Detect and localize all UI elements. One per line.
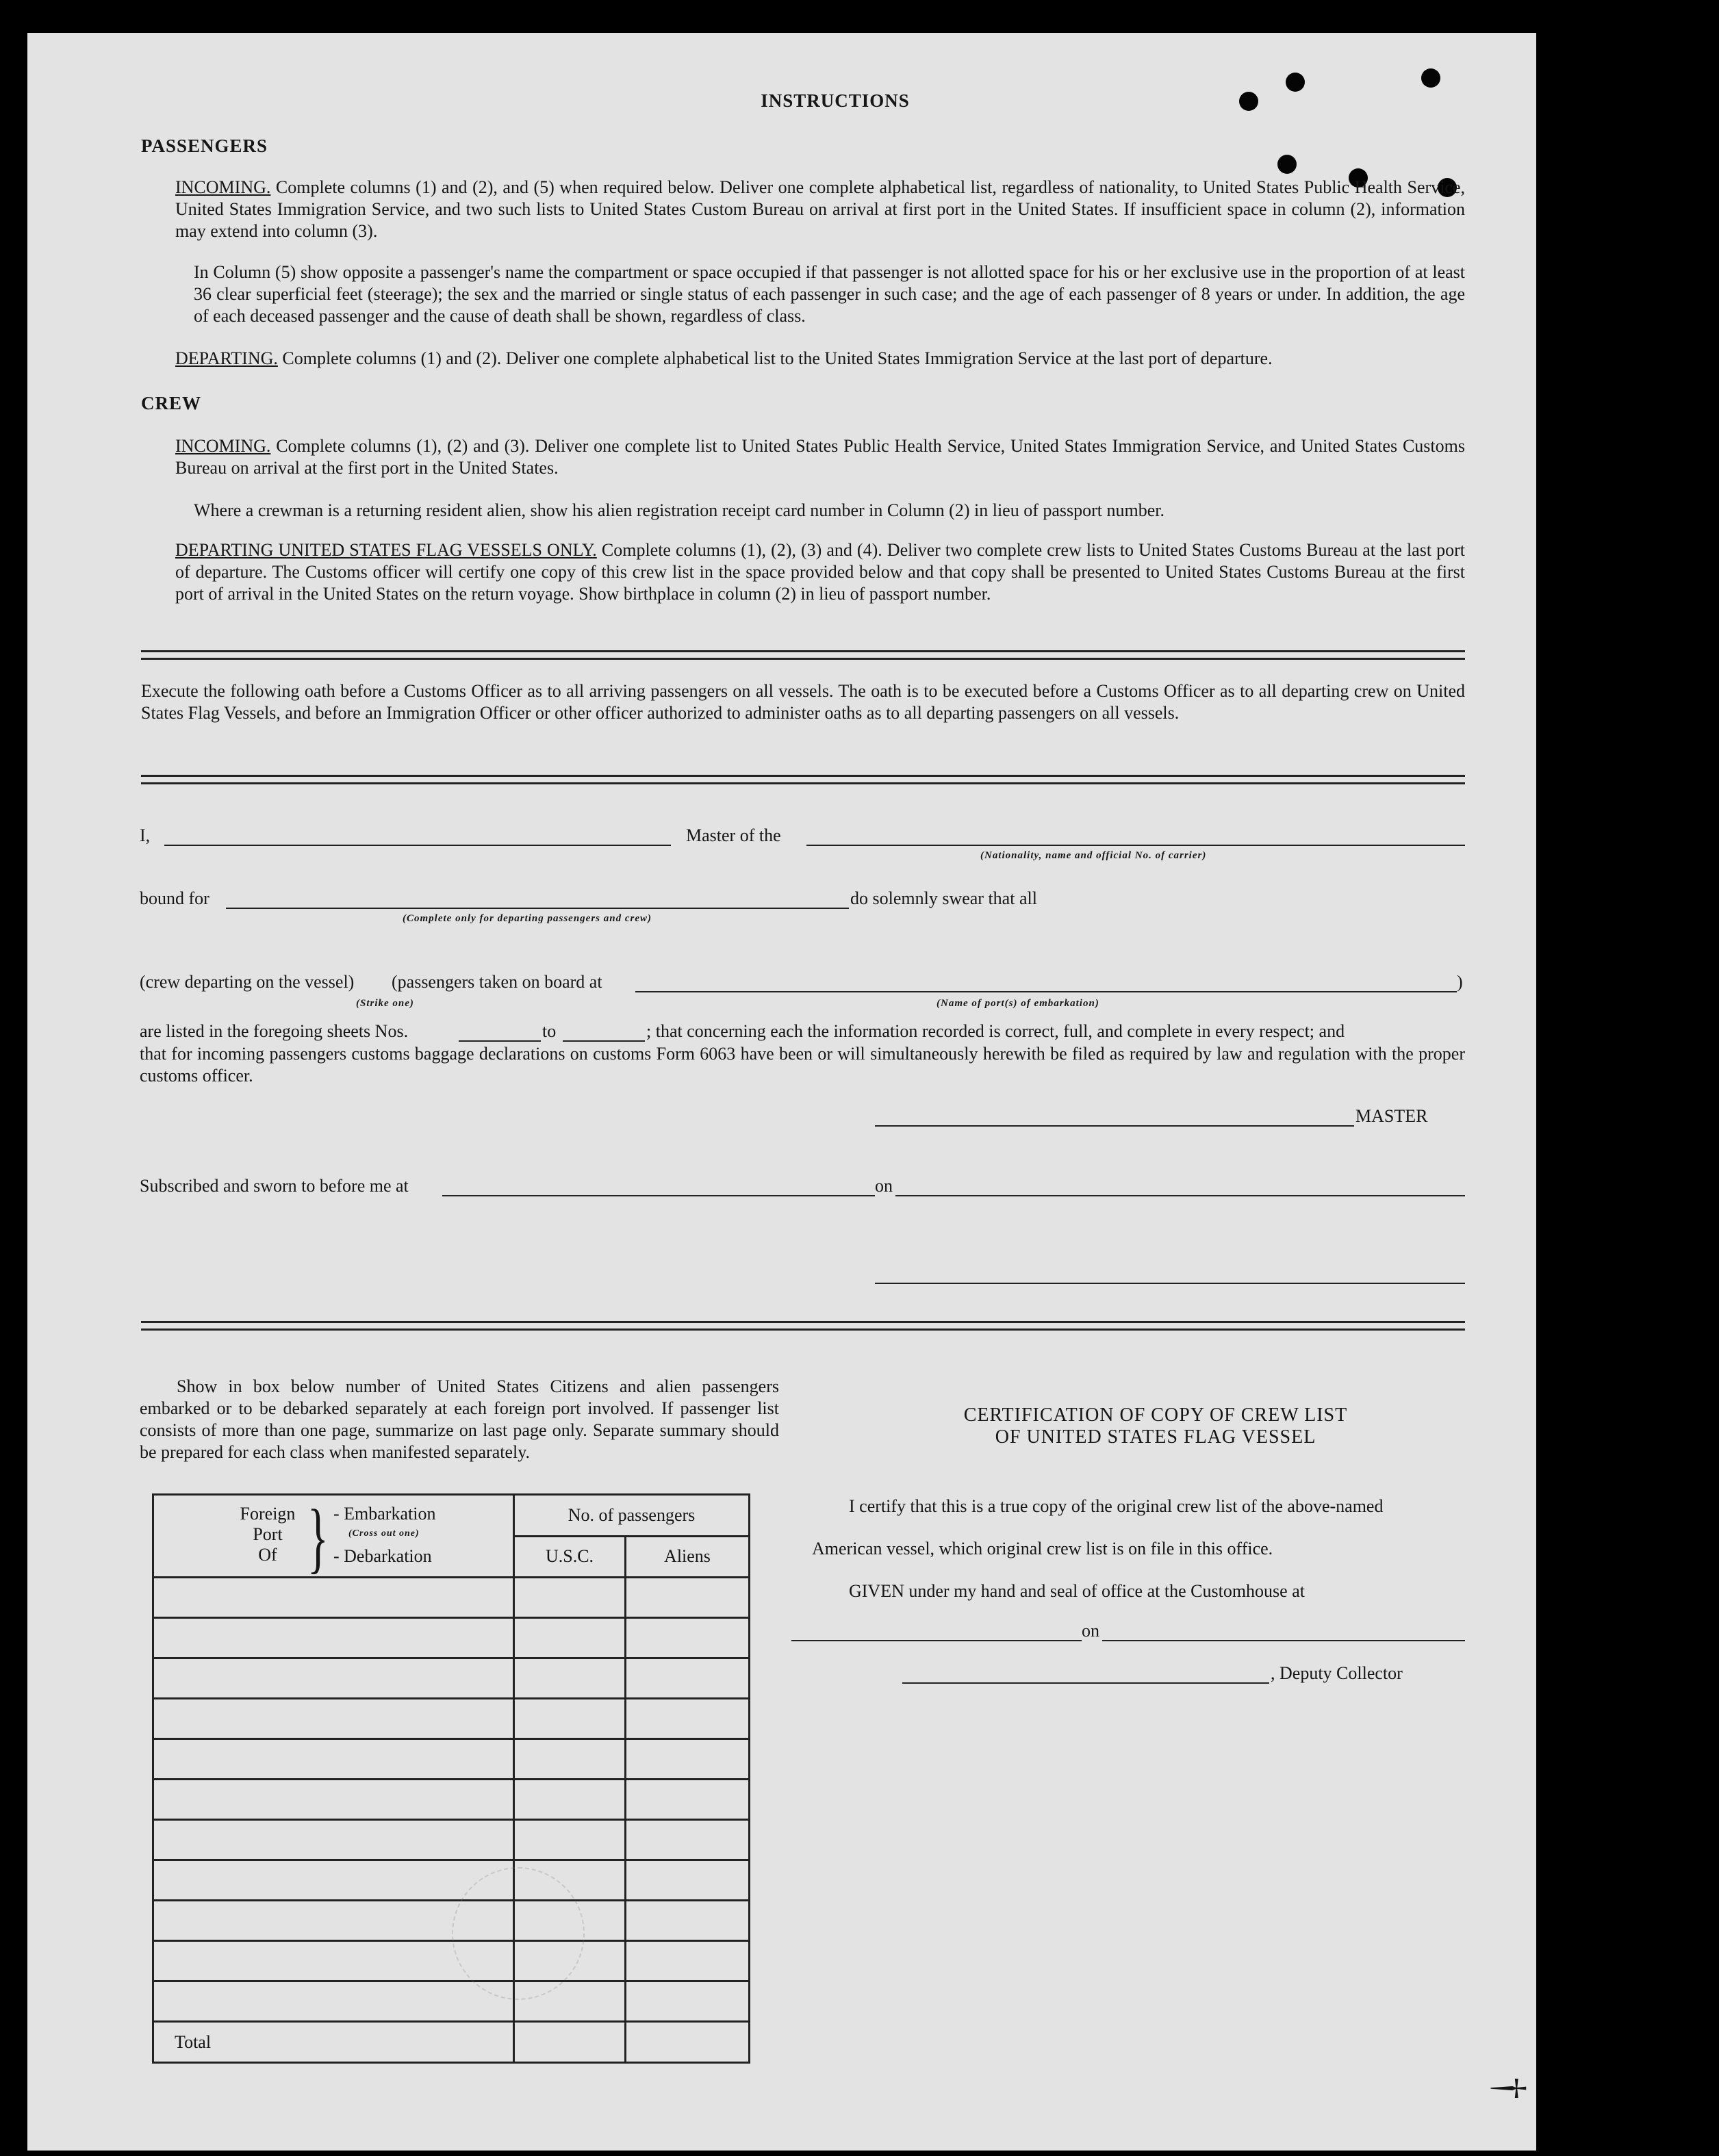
- sheet-from-field[interactable]: [459, 1040, 541, 1042]
- usc-cell[interactable]: [514, 1739, 626, 1780]
- table-row: [153, 1860, 750, 1901]
- usc-cell[interactable]: [514, 1699, 626, 1739]
- subscribed-label: Subscribed and sworn to before me at: [140, 1176, 409, 1196]
- total-aliens-cell[interactable]: [626, 2022, 750, 2063]
- divider: [141, 1321, 1465, 1331]
- carrier-field[interactable]: [806, 845, 1465, 846]
- oath-i-label: I,: [140, 825, 151, 845]
- passengers-col5-text: In Column (5) show opposite a passenger's name the compartment or space occupied if that passenger is not allotted space for his or her exclusive use in the proportion of at least 36 clear superficial feet (steerage); the sex and the married or single status of each passenger in such case; and the age of each passenger of 8 years or under. In addition, the age of each deceased passenger and the cause of death shall be shown, regardless of class.: [194, 262, 1465, 326]
- page-title: INSTRUCTIONS: [761, 90, 910, 111]
- table-row: [153, 1901, 750, 1941]
- concerning-label: ; that concerning each the information recorded is correct, full, and complete in every respect; and: [646, 1021, 1345, 1041]
- certification-title-line2: OF UNITED STATES FLAG VESSEL: [995, 1426, 1316, 1448]
- total-usc-cell[interactable]: [514, 2022, 626, 2063]
- passengers-departing-lead: DEPARTING.: [175, 348, 278, 368]
- cross-out-hint: (Cross out one): [348, 1528, 420, 1539]
- listed-label: are listed in the foregoing sheets Nos.: [140, 1021, 409, 1041]
- table-row: [153, 1739, 750, 1780]
- usc-cell[interactable]: [514, 1578, 626, 1618]
- crew-incoming-text: [175, 435, 1465, 479]
- certification-line1: I certify that this is a true copy of the original crew list of the above-named: [849, 1496, 1384, 1516]
- certification-line3: GIVEN under my hand and seal of office at the Customhouse at: [849, 1581, 1305, 1601]
- foreign-port-header: [153, 1493, 514, 1581]
- table-row: [153, 1618, 750, 1658]
- no-of-passengers-header: No. of passengers: [514, 1495, 750, 1537]
- crew-heading: CREW: [141, 393, 202, 413]
- crew-incoming-body: Complete columns (1), (2) and (3). Deliver one complete list to United States Public Health Service, United States Immigration Service, and United States Customs Bureau on arrival at the first port in the United States.: [175, 436, 1465, 478]
- certification-date-field[interactable]: [1102, 1640, 1465, 1641]
- passengers-departing-text: [175, 348, 1465, 370]
- brace-icon: }: [307, 1493, 329, 1581]
- port-cell[interactable]: [153, 1658, 514, 1699]
- passengers-incoming-body: Complete columns (1) and (2), and (5) when required below. Deliver one complete alphabetical list, regardless of nationality, to United States Public Health Service, United States Immigration Service, and two such lists to United States Custom Bureau on arrival at first port in the United States. If insufficient space in column (2), information may extend into column (3).: [175, 177, 1466, 241]
- crew-departing-text: [175, 539, 1465, 605]
- passengers-incoming-text: [175, 177, 1465, 242]
- aliens-cell[interactable]: [626, 1780, 750, 1820]
- sworn-date-field[interactable]: [895, 1195, 1465, 1196]
- usc-cell[interactable]: [514, 1780, 626, 1820]
- oath-instruction: Execute the following oath before a Customs Officer as to all arriving passengers on all vessels. The oath is to be executed before a Customs Officer as to all departing crew on United States Flag Vessels, and before an Immigration Officer or other officer authorized to administer oaths as to all departing passengers on all vessels.: [141, 681, 1465, 723]
- punch-hole: [1239, 92, 1258, 111]
- aliens-cell[interactable]: [626, 1618, 750, 1658]
- crew-departing-option[interactable]: (crew departing on the vessel): [140, 972, 355, 992]
- total-row: [153, 2022, 750, 2063]
- certification-title: [813, 1404, 1498, 1448]
- table-row: [153, 1780, 750, 1820]
- sworn-on-label: on: [875, 1176, 893, 1196]
- master-name-field[interactable]: [164, 845, 671, 846]
- officer-signature-field[interactable]: [875, 1283, 1465, 1284]
- crew-departing-body: Complete columns (1), (2), (3) and (4). Deliver two complete crew lists to United States Customs Bureau at the last port of departure. The Customs officer will certify one copy of this crew list in the space provided below and that copy shall be presented to United States Customs Bureau at the first port of arrival in the United States on the return voyage. Show birthplace in column (2) in lieu of passport number.: [175, 540, 1465, 604]
- crew-incoming-lead: INCOMING.: [175, 436, 271, 456]
- carrier-hint: (Nationality, name and official No. of carrier): [980, 850, 1207, 861]
- usc-cell[interactable]: [514, 1658, 626, 1699]
- aliens-cell[interactable]: [626, 1578, 750, 1618]
- master-of-label: Master of the: [686, 825, 781, 845]
- summary-instruction: Show in box below number of United States Citizens and alien passengers embarked or to be debarked separately at each foreign port involved. If passenger list consists of more than one page, summarize on last page only. Separate summary should be prepared for each class when manifested separately.: [140, 1376, 779, 1462]
- table-row: [153, 1941, 750, 1981]
- port-cell[interactable]: [153, 1780, 514, 1820]
- aliens-cell[interactable]: [626, 1941, 750, 1981]
- bound-for-label: bound for: [140, 888, 209, 908]
- oath-rest-text: that for incoming passengers customs baggage declarations on customs Form 6063 have been or will simultaneously herewith be filed as required by law and regulation with the proper customs officer.: [140, 1044, 1465, 1086]
- swear-label: do solemnly swear that all: [850, 888, 1037, 908]
- usc-cell[interactable]: [514, 1618, 626, 1658]
- port-cell[interactable]: [153, 1699, 514, 1739]
- table-row: [153, 1981, 750, 2022]
- passengers-departing-body: Complete columns (1) and (2). Deliver one complete alphabetical list to the United States Immigration Service at the last port of departure.: [282, 348, 1273, 368]
- aliens-cell[interactable]: [626, 1699, 750, 1739]
- to-label: to: [542, 1021, 557, 1041]
- passengers-incoming-lead: INCOMING.: [175, 177, 271, 197]
- usc-header: U.S.C.: [514, 1536, 626, 1578]
- table-row: [153, 1658, 750, 1699]
- customhouse-field[interactable]: [791, 1640, 1082, 1641]
- punch-hole: [1277, 155, 1297, 174]
- close-paren: ): [1457, 972, 1463, 992]
- table-row: [153, 1820, 750, 1860]
- divider: [141, 650, 1465, 660]
- aliens-cell[interactable]: [626, 1860, 750, 1901]
- aliens-cell[interactable]: [626, 1981, 750, 2022]
- table-row: [153, 1578, 750, 1618]
- bound-for-hint: (Complete only for departing passengers and crew): [403, 913, 652, 924]
- deputy-signature-field[interactable]: [902, 1682, 1269, 1684]
- port-cell[interactable]: [153, 1739, 514, 1780]
- table-row: [153, 1699, 750, 1739]
- port-cell[interactable]: [153, 1618, 514, 1658]
- port-cell[interactable]: [153, 1820, 514, 1860]
- divider: [141, 775, 1465, 784]
- strike-one-hint: (Strike one): [356, 998, 414, 1009]
- passengers-heading: PASSENGERS: [141, 136, 268, 156]
- master-signature-field[interactable]: [875, 1125, 1354, 1127]
- embarkation-option[interactable]: - Embarkation: [333, 1504, 436, 1524]
- passenger-summary-table: [152, 1493, 750, 2064]
- port-cell[interactable]: [153, 1578, 514, 1618]
- of-label: Of: [258, 1545, 277, 1565]
- sheet-to-field[interactable]: [563, 1040, 645, 1042]
- punch-hole: [1421, 68, 1440, 88]
- certification-on-label: on: [1082, 1621, 1099, 1641]
- port-label: Port: [253, 1524, 283, 1544]
- aliens-cell[interactable]: [626, 1739, 750, 1780]
- deputy-collector-label: , Deputy Collector: [1271, 1663, 1403, 1683]
- embarkation-ports-field[interactable]: [635, 991, 1457, 992]
- aliens-cell[interactable]: [626, 1658, 750, 1699]
- crew-resident-text: Where a crewman is a returning resident alien, show his alien registration receipt card number in Column (2) in lieu of passport number.: [194, 500, 1165, 520]
- foreign-label: Foreign: [240, 1504, 296, 1524]
- certification-title-line1: CERTIFICATION OF COPY OF CREW LIST: [963, 1404, 1348, 1426]
- bound-for-field[interactable]: [226, 908, 849, 909]
- master-label: MASTER: [1355, 1106, 1428, 1126]
- port-cell[interactable]: [153, 1981, 514, 2022]
- margin-mark: †: [1486, 2077, 1535, 2099]
- punch-hole: [1286, 73, 1305, 92]
- sworn-place-field[interactable]: [442, 1195, 875, 1196]
- aliens-header: Aliens: [626, 1536, 750, 1578]
- debarkation-option[interactable]: - Debarkation: [333, 1546, 432, 1566]
- form-sheet: [27, 33, 1536, 2151]
- ports-hint: (Name of port(s) of embarkation): [937, 998, 1099, 1009]
- aliens-cell[interactable]: [626, 1820, 750, 1860]
- faint-stamp: [452, 1867, 585, 2000]
- port-cell[interactable]: [153, 1860, 514, 1901]
- aliens-cell[interactable]: [626, 1901, 750, 1941]
- certification-line2: American vessel, which original crew list is on file in this office.: [812, 1539, 1273, 1558]
- usc-cell[interactable]: [514, 1820, 626, 1860]
- crew-departing-lead: DEPARTING UNITED STATES FLAG VESSELS ONLY.: [175, 540, 597, 560]
- total-label: Total: [153, 2022, 514, 2063]
- passengers-taken-option[interactable]: (passengers taken on board at: [392, 972, 602, 992]
